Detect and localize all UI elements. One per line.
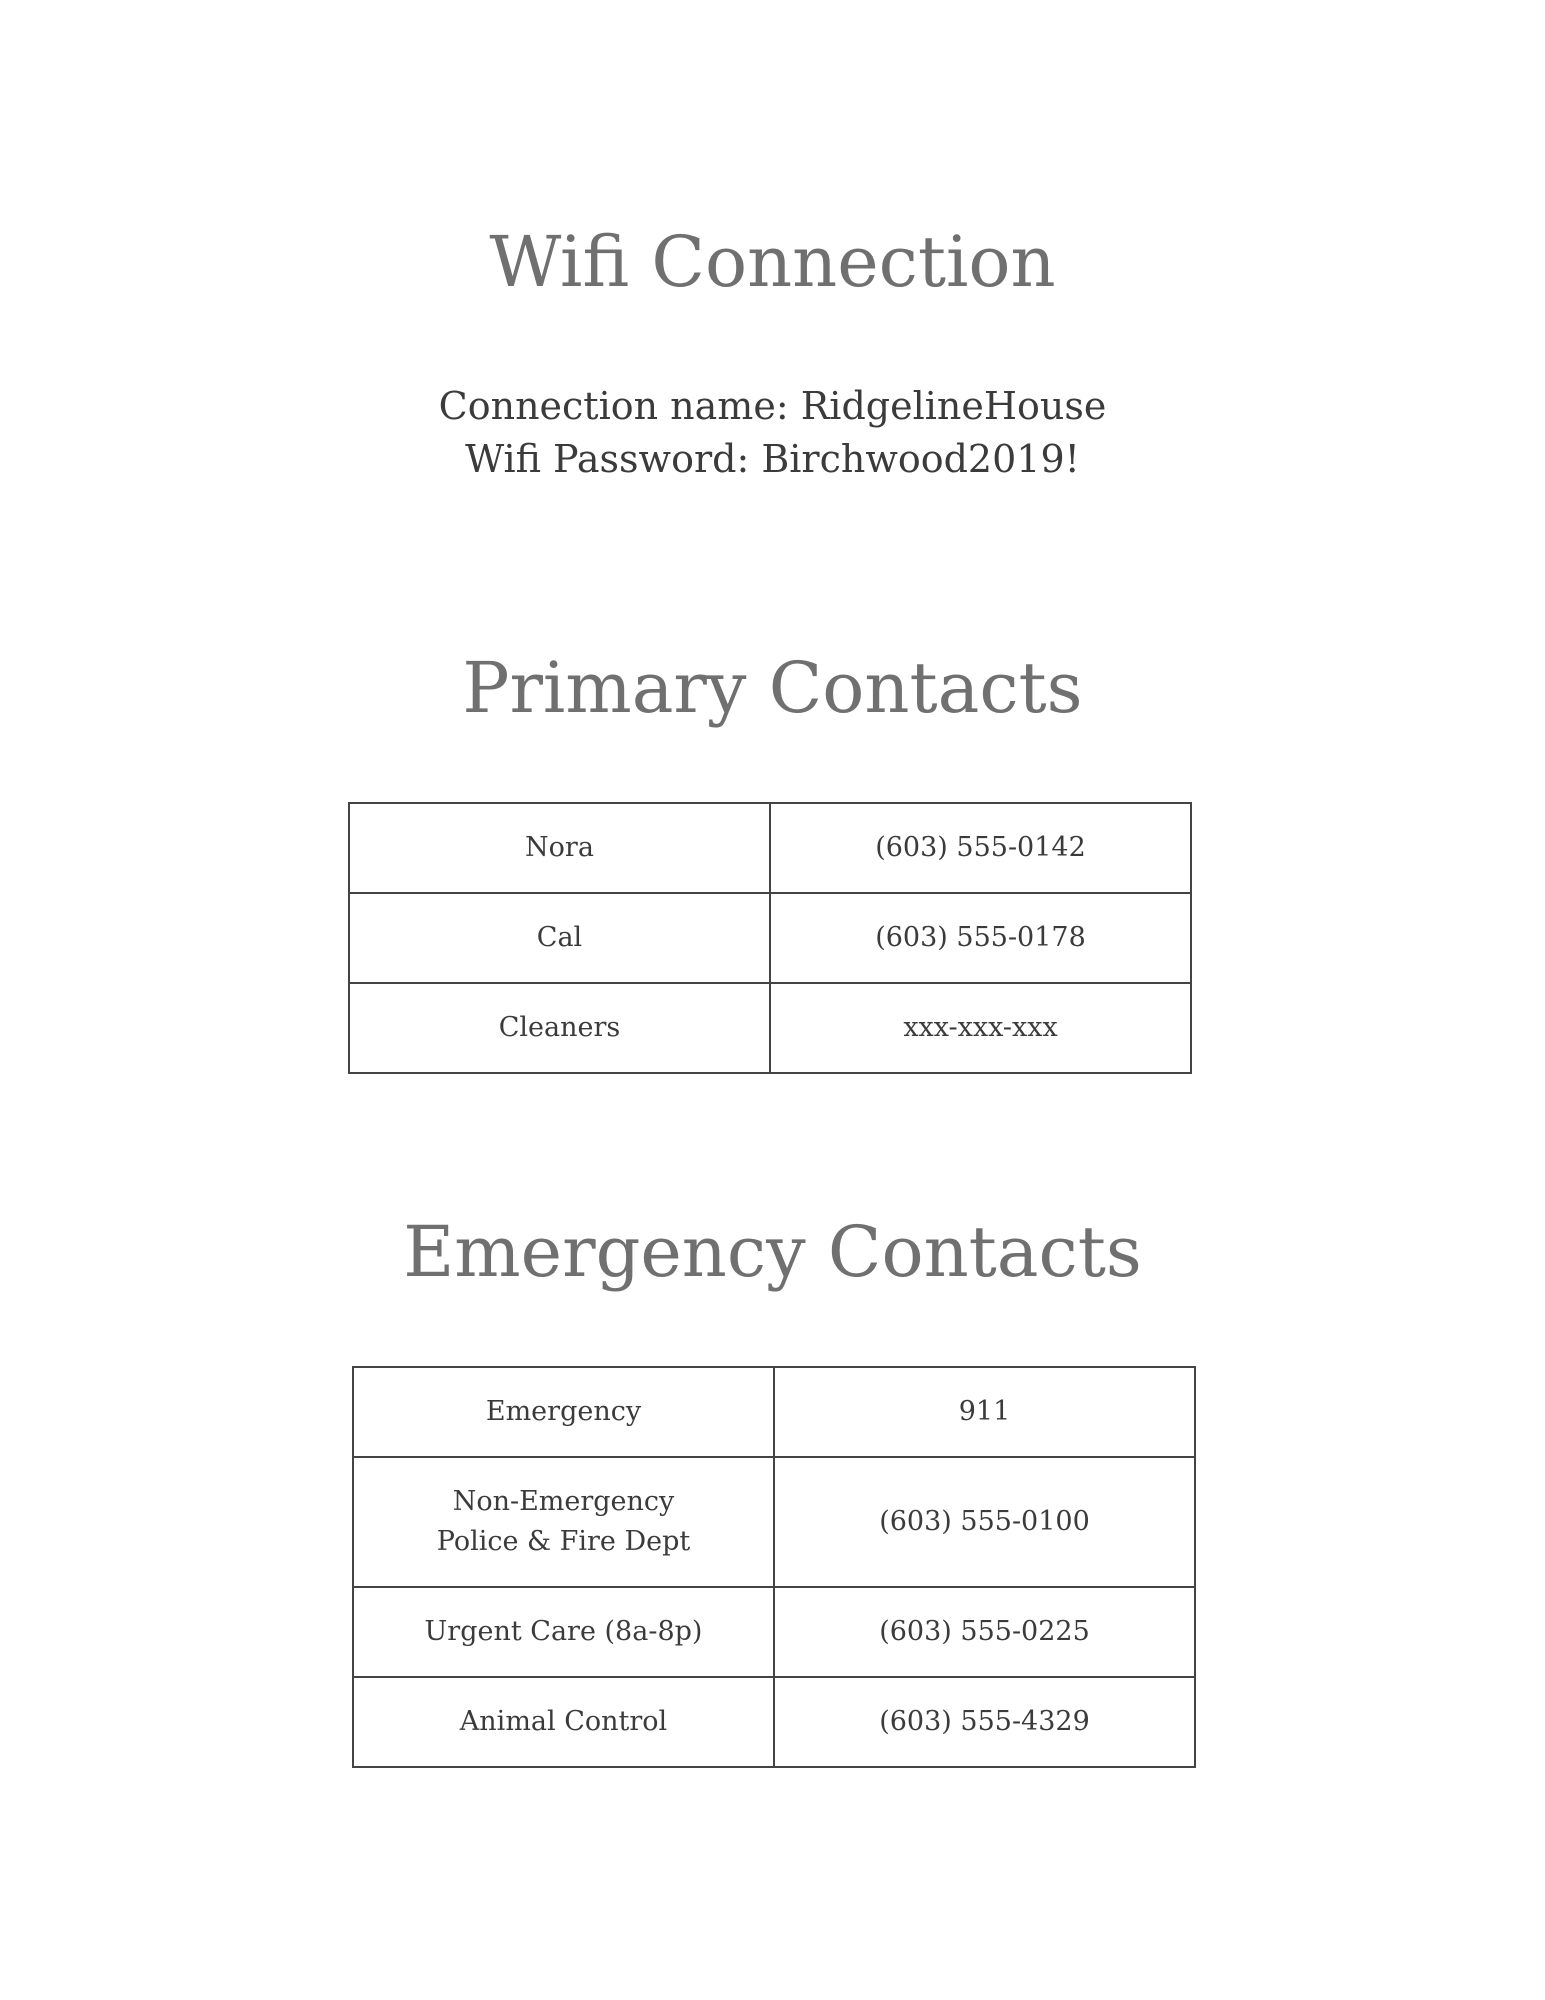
contact-name: Nora: [349, 803, 770, 893]
contact-phone: (603) 555-0142: [770, 803, 1191, 893]
emergency-contacts-table: [352, 1366, 1196, 1768]
wifi-details: [0, 380, 1545, 486]
contact-name-line: Police & Fire Dept: [436, 1526, 691, 1557]
contact-name: Animal Control: [353, 1677, 774, 1767]
contact-phone: 911: [774, 1367, 1195, 1457]
table-row: [353, 1367, 1195, 1457]
primary-contacts-heading: Primary Contacts: [462, 647, 1083, 729]
contact-name: Cleaners: [349, 983, 770, 1073]
contact-phone: (603) 555-0100: [774, 1457, 1195, 1587]
emergency-contacts-heading: Emergency Contacts: [403, 1211, 1142, 1293]
table-row: [353, 1677, 1195, 1767]
table-row: [353, 1457, 1195, 1587]
table-row: [349, 983, 1191, 1073]
contact-phone: xxx-xxx-xxx: [770, 983, 1191, 1073]
table-row: [349, 803, 1191, 893]
contact-phone: (603) 555-4329: [774, 1677, 1195, 1767]
contact-name: Urgent Care (8a-8p): [353, 1587, 774, 1677]
contact-name-line: Non-Emergency: [452, 1486, 675, 1517]
contact-phone: (603) 555-0178: [770, 893, 1191, 983]
primary-contacts-table: [348, 802, 1192, 1074]
wifi-password-text: Wifi Password: Birchwood2019!: [465, 437, 1080, 481]
connection-name-text: Connection name: RidgelineHouse: [438, 384, 1107, 428]
contact-name: Emergency: [353, 1367, 774, 1457]
table-row: [349, 893, 1191, 983]
wifi-heading: Wifi Connection: [489, 221, 1056, 303]
table-row: [353, 1587, 1195, 1677]
contact-name: [353, 1457, 774, 1587]
contact-phone: (603) 555-0225: [774, 1587, 1195, 1677]
contact-name: Cal: [349, 893, 770, 983]
